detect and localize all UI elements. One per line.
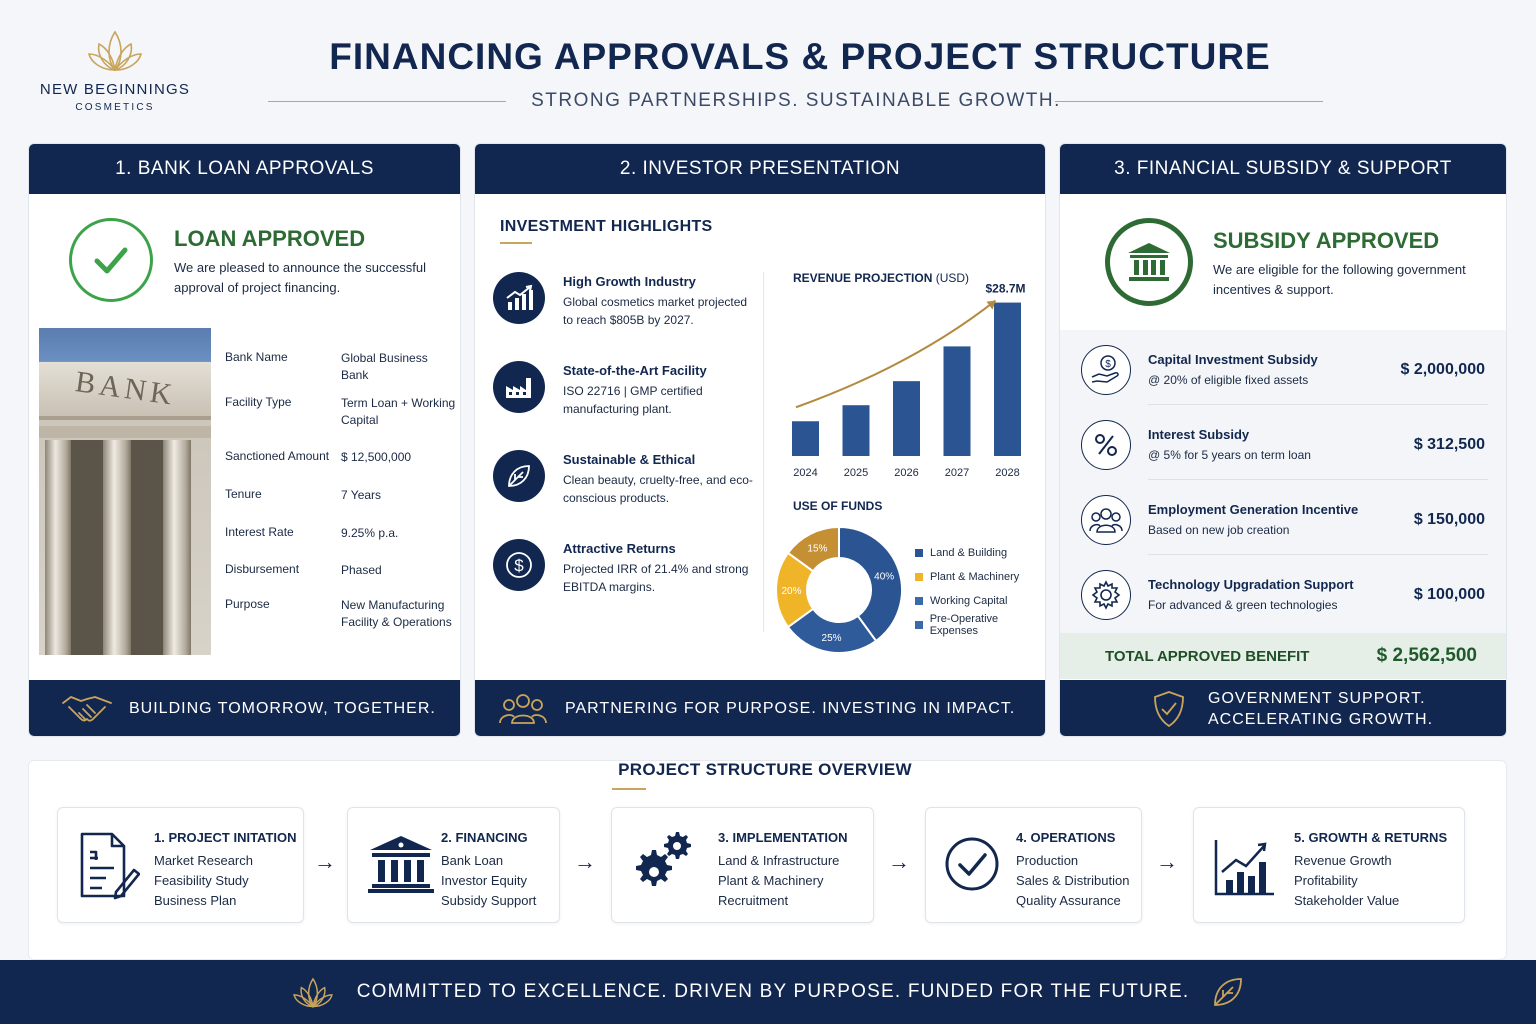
step-item: Feasibility Study [154,873,249,888]
step-item: Profitability [1294,873,1358,888]
divider [612,788,646,790]
loan-detail-label: Bank Name [225,350,288,364]
loan-detail-label: Purpose [225,597,270,611]
dollar-icon [493,539,545,591]
loan-detail-value: $ 12,500,000 [341,450,412,464]
growth-chart-icon [1212,836,1276,903]
hand-dollar-icon [1081,345,1131,395]
revenue-tick-label: 2024 [793,467,818,479]
legend-label: Plant & Machinery [930,571,1020,583]
revenue-bar [944,346,971,456]
revenue-tick-label: 2025 [843,467,869,479]
revenue-tick-label: 2027 [944,467,970,479]
brand-subtitle: COSMETICS [75,102,155,113]
donut-slice-label: 20% [781,586,802,597]
step-item: Bank Loan [441,853,504,868]
revenue-bar [792,421,819,456]
divider [763,272,764,632]
use-of-funds-legend [915,541,1045,637]
page-footer [0,960,1536,1024]
structure-title: PROJECT STRUCTURE OVERVIEW [618,760,912,779]
lotus-icon [85,26,145,74]
highlight-text: Clean beauty, cruelty-free, and eco-conscious products. [563,473,753,505]
legend-swatch [915,597,923,605]
divider [500,242,532,244]
highlight-text: ISO 22716 | GMP certified manufacturing plant. [563,384,703,416]
loan-detail-label: Facility Type [225,395,292,409]
project-step-card [925,807,1142,923]
subsidy-item-title: Employment Generation Incentive [1148,502,1359,517]
shield-check-icon [1152,690,1186,728]
legend-entry [915,541,1045,565]
step-item: Plant & Machinery [718,873,824,888]
project-step-card [611,807,874,923]
bank-icon [368,834,434,899]
factory-icon [493,361,545,413]
loan-detail-label: Sanctioned Amount [225,449,330,463]
subsidy-item-amount: $ 100,000 [1413,586,1485,603]
loan-detail-label: Disbursement [225,562,300,576]
highlight-text: Projected IRR of 21.4% and strong EBITDA margins. [563,562,749,594]
step-title: 3. IMPLEMENTATION [718,830,848,845]
people-icon [499,691,547,727]
loan-detail-value: Phased [341,563,382,577]
subsidy-item-text: Based on new job creation [1148,523,1290,537]
revenue-bar [893,381,920,456]
legend-swatch [915,573,923,581]
lotus-icon [291,976,335,1008]
subsidy-footer-line1: GOVERNMENT SUPPORT. [1208,690,1426,707]
step-item: Quality Assurance [1016,893,1121,908]
revenue-bar-chart [775,284,1037,484]
step-item: Revenue Growth [1294,853,1392,868]
government-building-icon [1105,218,1193,306]
gear-icon [1081,570,1131,620]
leaf-icon [493,450,545,502]
step-item: Land & Infrastructure [718,853,840,868]
legend-label: Working Capital [930,595,1008,607]
subsidy-item [1060,480,1507,555]
donut-slice-label: 15% [807,543,828,555]
subsidy-item-amount: $ 312,500 [1413,436,1485,453]
footer-tagline: COMMITTED TO EXCELLENCE. DRIVEN BY PURPOSE. FUNDED FOR THE FUTURE. [356,981,1190,1002]
legend-label: Land & Building [930,547,1008,559]
subsidy-item-amount: $ 150,000 [1413,511,1485,528]
revenue-data-label: $28.7M [985,284,1026,296]
subsidy-status: SUBSIDY APPROVED [1213,228,1440,253]
loan-detail-value: Global Business Bank [341,351,428,382]
step-item: Business Plan [154,893,237,908]
step-title: 2. FINANCING [441,830,528,845]
step-item: Subsidy Support [441,893,537,908]
total-label: TOTAL APPROVED BENEFIT [1105,647,1310,665]
donut-slice-label: 40% [874,571,895,583]
gears-icon [630,830,696,901]
check-circle-icon [69,218,153,302]
revenue-bar [843,405,870,456]
arrow-right-icon: → [888,849,910,874]
svg-text:$: $ [514,556,524,575]
people-icon [1081,495,1131,545]
revenue-tick-label: 2026 [894,467,919,479]
bank-sign: BANK [73,365,178,412]
total-amount: $ 2,562,500 [1376,645,1477,666]
document-icon [76,830,140,907]
step-item: Investor Equity [441,873,527,888]
subsidy-item-title: Capital Investment Subsidy [1148,352,1318,367]
svg-text:$: $ [1105,359,1111,370]
bank-panel-heading: 1. BANK LOAN APPROVALS [29,144,460,194]
highlight-text: Global cosmetics market projected to reach $805B by 2027. [563,295,748,327]
subsidy-item-title: Technology Upgradation Support [1148,577,1354,592]
arrow-right-icon: → [574,849,596,874]
legend-entry [915,613,1045,637]
step-item: Recruitment [718,893,789,908]
legend-label: Pre-Operative Expenses [929,613,999,637]
loan-detail-value: 9.25% p.a. [341,526,399,540]
investor-panel-footer [475,680,1046,737]
subsidy-footer-line2: ACCELERATING GROWTH. [1208,711,1434,728]
highlight-title: State-of-the-Art Facility [563,363,707,378]
investor-panel [474,143,1046,737]
leaf-icon [1211,975,1245,1009]
legend-entry [915,589,1045,613]
step-item: Sales & Distribution [1016,873,1130,888]
project-step-card [347,807,560,923]
use-of-funds-donut [771,522,907,658]
brand-name: NEW BEGINNINGS [39,81,191,98]
step-item: Stakeholder Value [1294,893,1400,908]
subsidy-item [1060,405,1507,480]
page-title: FINANCING APPROVALS & PROJECT STRUCTURE [329,36,1271,77]
investor-panel-heading: 2. INVESTOR PRESENTATION [475,144,1045,194]
step-item: Market Research [154,853,253,868]
legend-swatch [915,549,923,557]
project-step-card [57,807,304,923]
arrow-right-icon: → [1156,849,1178,874]
bank-footer-text: BUILDING TOMORROW, TOGETHER. [129,700,436,717]
bank-building-image [39,328,211,655]
subsidy-panel-footer [1060,680,1507,737]
brand-logo [30,26,200,113]
subsidy-item [1060,555,1507,630]
total-benefit-row [1060,633,1507,679]
loan-detail-value: New Manufacturing Facility & Operations [341,598,452,629]
arrow-right-icon: → [314,849,336,874]
step-title: 1. PROJECT INITATION [154,830,297,845]
subsidy-item-title: Interest Subsidy [1148,427,1250,442]
project-step-card [1193,807,1465,923]
step-title: 4. OPERATIONS [1016,830,1116,845]
subsidy-item-text: @ 20% of eligible fixed assets [1148,373,1309,387]
subsidy-message: We are eligible for the following government incentives & support. [1213,262,1466,297]
investor-footer-text: PARTNERING FOR PURPOSE. INVESTING IN IMPACT. [565,700,1016,717]
subsidy-item-text: @ 5% for 5 years on term loan [1148,448,1311,462]
step-item: Production [1016,853,1079,868]
loan-detail-label: Interest Rate [225,525,294,539]
subsidy-item-amount: $ 2,000,000 [1400,361,1485,378]
donut-slice-label: 25% [821,632,842,644]
percent-icon [1081,420,1131,470]
highlight-title: Attractive Returns [563,541,676,556]
highlights-title: INVESTMENT HIGHLIGHTS [500,218,713,235]
loan-detail-value: 7 Years [341,488,382,502]
loan-detail-value: Term Loan + Working Capital [341,396,456,427]
bank-panel-footer [29,680,461,737]
highlight-title: High Growth Industry [563,274,696,289]
subsidy-panel-heading: 3. FINANCIAL SUBSIDY & SUPPORT [1060,144,1506,194]
legend-swatch [915,621,923,629]
revenue-tick-label: 2028 [995,467,1020,479]
use-of-funds-title: USE OF FUNDS [793,499,883,513]
bank-loan-panel [28,143,461,737]
subsidy-list [1060,330,1507,633]
step-title: 5. GROWTH & RETURNS [1294,830,1448,845]
revenue-chart-title: REVENUE PROJECTION (USD) [793,271,970,285]
subsidy-item-text: For advanced & green technologies [1148,598,1338,612]
legend-entry [915,565,1045,589]
growth-chart-icon [493,272,545,324]
highlight-title: Sustainable & Ethical [563,452,696,467]
revenue-bar [994,303,1021,456]
subsidy-panel [1059,143,1507,737]
loan-message: We are pleased to announce the successful approval of project financing. [174,260,426,295]
loan-status: LOAN APPROVED [174,226,366,251]
loan-detail-label: Tenure [225,487,262,501]
handshake-icon [61,691,113,727]
page-subtitle: STRONG PARTNERSHIPS. SUSTAINABLE GROWTH. [531,90,1061,111]
subsidy-item [1060,330,1507,405]
check-circle-icon [944,836,1000,897]
